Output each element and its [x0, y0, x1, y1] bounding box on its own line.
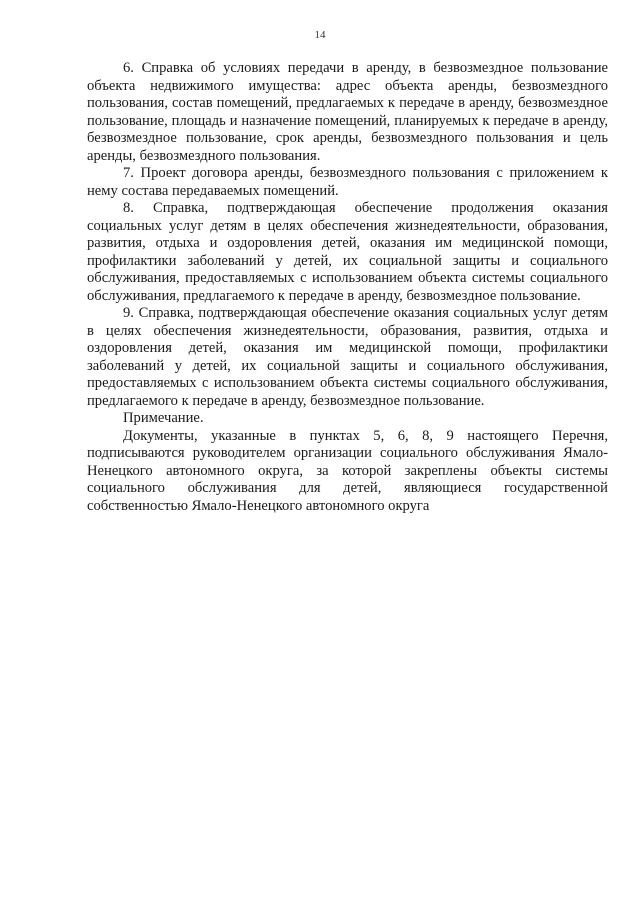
note-text: Документы, указанные в пунктах 5, 6, 8, 9 настоящего Перечня, подписываются руководителем организации социального обслуживания Ямало-Ненецкого автономного округа, за которой закреплены объекты системы социального обслуживания для детей, являющиеся государственной собственностью Ямало-Ненецкого автономного округа: [87, 427, 608, 514]
page-number: 14: [314, 29, 326, 41]
note-title: Примечание.: [123, 410, 204, 426]
document-body: [87, 60, 608, 515]
paragraph-item-6: 6. Справка об условиях передачи в аренду, в безвозмездное пользование объекта недвижимого имущества: адрес объекта аренды, безвозмездного пользования, состав помещений, предлагаемых к передаче в аренду, безвозмездное пользование, площадь и назначение помещений, планируемых к передаче в аренду, безвозмездное пользование, срок аренды, безвозмездного пользования и цель аренды, безвозмездного пользования.: [87, 60, 608, 164]
paragraph-item-9: 9. Справка, подтверждающая обеспечение оказания социальных услуг детям в целях обеспечения жизнедеятельности, образования, развития, отдыха и оздоровления детей, оказания им медицинской помощи, профилактики заболеваний у детей, их социальной защиты и социального обслуживания, предоставляемых с использованием объекта системы социального обслуживания, предлагаемого к передаче в аренду, безвозмездное пользование.: [87, 305, 608, 409]
paragraph-item-8: 8. Справка, подтверждающая обеспечение продолжения оказания социальных услуг детям в целях обеспечения жизнедеятельности, образования, развития, отдыха и оздоровления детей, оказания им медицинской помощи, профилактики заболеваний у детей, их социальной защиты и социального обслуживания, предоставляемых с использованием объекта системы социального обслуживания, предлагаемого к передаче в аренду, безвозмездное пользование.: [87, 200, 608, 304]
paragraph-item-7: 7. Проект договора аренды, безвозмездного пользования с приложением к нему состава передаваемых помещений.: [87, 165, 608, 199]
